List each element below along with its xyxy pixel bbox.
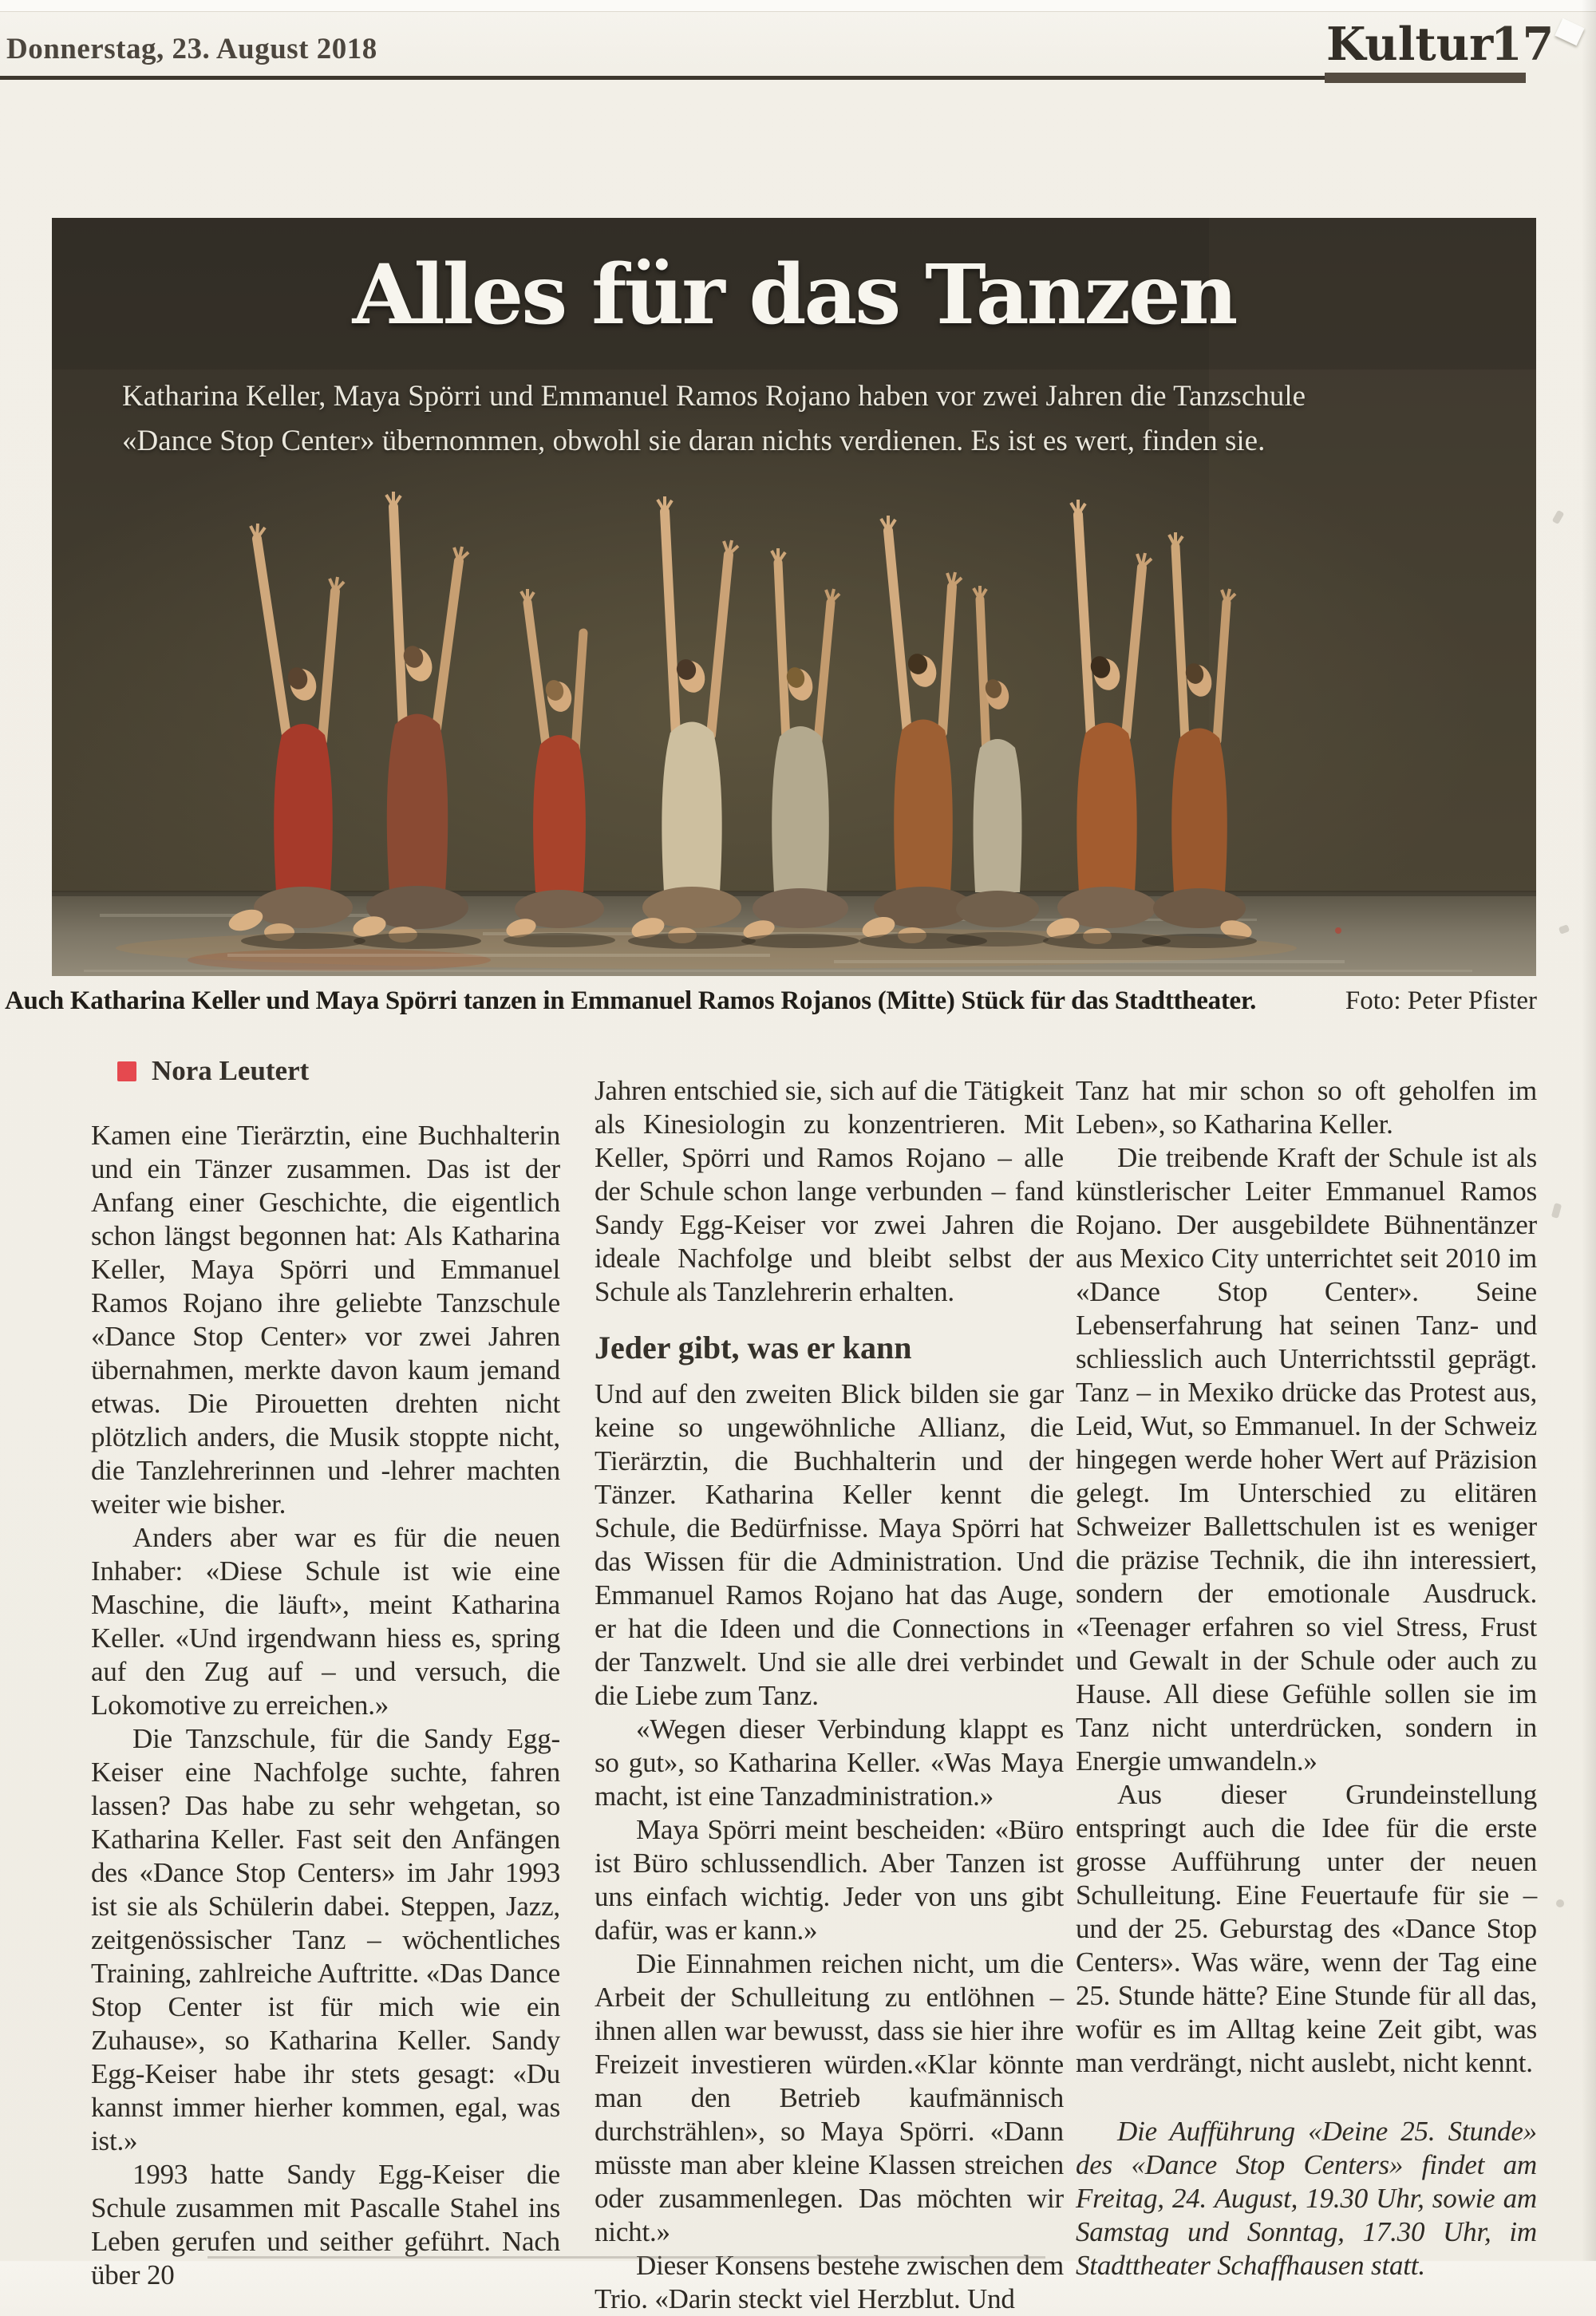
page-number: 17 — [1491, 18, 1555, 71]
performance-note: Die Aufführung «Deine 25. Stunde» des «Dance Stop Centers» findet am Freitag, 24. August, 19.30 Uhr, sowie am Samstag und Sonntag, 17.30 Uhr, im Stadttheater Schaffhausen statt. — [1076, 2116, 1537, 2281]
photo-credit: Foto: Peter Pfister — [1345, 986, 1537, 1015]
scan-artifact — [1555, 18, 1584, 45]
article-paragraph: Kamen eine Tierärztin, eine Buchhalterin und ein Tänzer zusammen. Das ist der Anfang einer Geschichte, die eigentlich schon längst begonnen hat: Als Katharina Keller, Maya Spörri und Emmanuel Ramos Rojano ihre geliebte Tanzschule «Dance Stop Center» vor zwei Jahren übernahmen, merkte davon kaum jemand etwas. Die Pirouetten drehten nicht plötzlich anders, die Musik stoppte nicht, die Tanzlehrerinnen und -lehrer machten weiter wie bisher. — [91, 1120, 560, 1520]
floor-reflection-red — [188, 949, 491, 971]
dust-speck — [1335, 927, 1341, 934]
scan-artifact — [1558, 924, 1570, 935]
subtitle-line-1: Katharina Keller, Maya Spörri und Emmanuel Ramos Rojano haben vor zwei Jahren die Tanzschule — [122, 380, 1306, 413]
photo-caption: Auch Katharina Keller und Maya Spörri tanzen in Emmanuel Ramos Rojanos (Mitte) Stück für das Stadttheater. — [5, 986, 1257, 1015]
header-rule-accent — [1325, 73, 1526, 83]
article-paragraph: Die Tanzschule, für die Sandy Egg-Keiser eine Nachfolge suchte, fahren lassen? Das habe zu sehr wehgetan, so Katharina Keller. Fast seit den Anfängen des «Dance Stop Centers» im Jahr 1993 ist sie als Schülerin dabei. Steppen, Jazz, zeitgenössischer Tanz – wöchentliches Training, zahlreiche Auftritte. «Das Dance Stop Center ist für mich wie ein Zuhause», so Katharina Keller. Sandy Egg-Keiser habe ihr stets gesagt: «Du kannst immer hierher kommen, egal, was ist.» — [91, 1723, 560, 2156]
subtitle-line-2: «Dance Stop Center» übernommen, obwohl sie daran nichts verdienen. Es ist es wert, finden sie. — [122, 425, 1266, 457]
scan-artifact — [1556, 1899, 1564, 1907]
photo-caption-row — [5, 986, 1537, 1016]
subtitle — [122, 374, 1471, 464]
byline — [117, 1055, 309, 1087]
scan-artifact — [1551, 1203, 1562, 1219]
article-paragraph: Und auf den zweiten Blick bilden sie gar keine so ungewöhnliche Allianz, die Tierärztin, die Buchhalterin und der Tänzer. Katharina Keller kennt die Schule, die Bedürfnisse. Maya Spörri hat das Wissen für die Administration. Und Emmanuel Ramos Rojano hat das Auge, er hat die Ideen und die Connections in der Tanzwelt. Und sie alle drei verbindet die Liebe zum Tanz. — [595, 1378, 1064, 1711]
scan-artifact — [1552, 510, 1565, 524]
article-column-3 — [1076, 1074, 1537, 2282]
article-paragraph: Tanz hat mir schon so oft geholfen im Leben», so Katharina Keller. — [1076, 1075, 1537, 1140]
article-paragraph: Aus dieser Grundeinstellung entspringt auch die Idee für die erste grosse Aufführung unter der neuen Schulleitung. Eine Feuertaufe für sie – und der 25. Geburstag des «Dance Stop Centers». Was wäre, wenn der Tag eine 25. Stunde hätte? Eine Stunde für all das, wofür es im Alltag keine Zeit gibt, was man verdrängt, nicht auslebt, nicht kennt. — [1076, 1779, 1537, 2078]
byline-name: Nora Leutert — [152, 1055, 310, 1086]
article-paragraph: «Wegen dieser Verbindung klappt es so gut», so Katharina Keller. «Was Maya macht, ist eine Tanzadministration.» — [595, 1713, 1064, 1812]
scan-top-edge — [0, 0, 1596, 12]
section-subheading: Jeder gibt, was er kann — [595, 1330, 912, 1365]
scan-right-edge-shadow — [1582, 0, 1596, 2261]
article-paragraph: Maya Spörri meint bescheiden: «Büro ist Büro schlussendlich. Aber Tanzen ist uns einfach wichtig. Jeder von uns gibt dafür, was er kann.» — [595, 1814, 1064, 1946]
byline-bullet-icon — [117, 1061, 136, 1081]
article-paragraph: Die Einnahmen reichen nicht, um die Arbeit der Schulleitung zu entlöhnen – ihnen allen war bewusst, dass sie hier ihre Freizeit investieren würden.«Klar könnte man den Betrieb kaufmännisch durchstrählen», so Maya Spörri. «Dann müsste man aber kleine Klassen streichen oder zusammenlegen. Das möchten wir nicht.» — [595, 1948, 1064, 2247]
header-date: Donnerstag, 23. August 2018 — [6, 33, 377, 65]
article-paragraph: Die treibende Kraft der Schule ist als künstlerischer Leiter Emmanuel Ramos Rojano. Der ausgebildete Bühnentänzer aus Mexico City unterrichtet seit 2010 im «Dance Stop Center». Seine Lebenserfahrung hat seinen Tanz- und schliesslich auch Unterrichtsstil geprägt. Tanz – in Mexiko drücke das Protest aus, Leid, Wut, so Emmanuel. In der Schweiz hingegen werde hoher Wert auf Präzision gelegt. Im Unterschied zu elitären Schweizer Ballettschulen ist es weniger die präzise Technik, die ihn interessiert, sondern der emotionale Ausdruck. «Teenager erfahren so viel Stress, Frust und Gewalt in der Schule oder auch zu Hause. All diese Gefühle sollen sie im Tanz nicht unterdrücken, sondern in Energie umwandeln.» — [1076, 1142, 1537, 1777]
article-paragraph: Anders aber war es für die neuen Inhaber: «Diese Schule ist wie eine Maschine, die läuft», meint Katharina Keller. «Und irgendwann hiess es, spring auf den Zug auf – und versuch, die Lokomotive zu erreichen.» — [91, 1522, 560, 1721]
article-paragraph: Jahren entschied sie, sich auf die Tätigkeit als Kinesiologin zu konzentrieren. Mit Keller, Spörri und Ramos Rojano – alle der Schule schon lange verbunden – fand Sandy Egg-Keiser vor zwei Jahren die ideale Nachfolge und bleibt selbst der Schule als Tanzlehrerin erhalten. — [595, 1075, 1064, 1307]
article-paragraph: Dieser Konsens bestehe zwischen dem Trio. «Darin steckt viel Herzblut. Und — [595, 2250, 1064, 2314]
article-paragraph: 1993 hatte Sandy Egg-Keiser die Schule zusammen mit Pascalle Stahel ins Leben gerufen und seither geführt. Nach über 20 — [91, 2159, 560, 2290]
section-label: Kultur — [1326, 18, 1494, 71]
scan-artifact — [207, 2256, 1045, 2259]
headline: Alles für das Tanzen — [352, 247, 1236, 343]
article-column-1 — [91, 1119, 560, 2292]
article-photo — [52, 218, 1536, 976]
header-rule — [0, 76, 1526, 80]
article-column-2 — [595, 1074, 1064, 2316]
